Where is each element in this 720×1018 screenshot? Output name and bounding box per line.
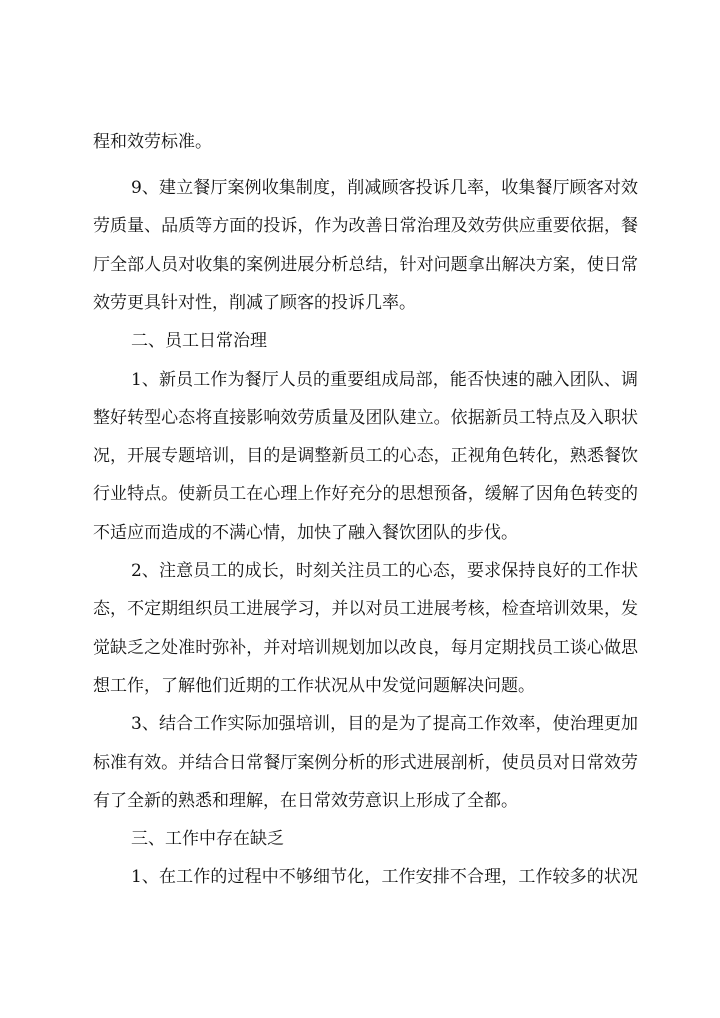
text-line: 不适应而造成的不满心情，加快了融入餐饮团队的步伐。 (93, 523, 518, 543)
text-line: 3、结合工作实际加强培训，目的是为了提高工作效率，使治理更加 (131, 714, 638, 734)
text-line: 整好转型心态将直接影响效劳质量及团队建立。依据新员工特点及入职状 (93, 408, 638, 428)
text-line: 劳质量、品质等方面的投诉，作为改善日常治理及效劳供应重要依据，餐 (93, 216, 638, 236)
text-line: 觉缺乏之处准时弥补，并对培训规划加以改良，每月定期找员工谈心做思 (93, 638, 638, 658)
text-line: 标准有效。并结合日常餐厅案例分析的形式进展剖析，使员员对日常效劳 (93, 753, 638, 773)
section-heading: 二、员工日常治理 (131, 331, 267, 351)
section-heading: 三、工作中存在缺乏 (131, 829, 284, 849)
text-line: 态，不定期组织员工进展学习，并以对员工进展考核，检查培训效果，发 (93, 599, 638, 619)
text-line: 想工作，了解他们近期的工作状况从中发觉问题解决问题。 (93, 676, 535, 696)
text-line: 效劳更具针对性，削减了顾客的投诉几率。 (93, 293, 416, 313)
text-line: 程和效劳标准。 (93, 132, 212, 152)
text-line: 有了全新的熟悉和理解，在日常效劳意识上形成了全都。 (93, 791, 518, 811)
text-line: 1、在工作的过程中不够细节化，工作安排不合理，工作较多的状况 (131, 867, 638, 887)
text-line: 9、建立餐厅案例收集制度，削减顾客投诉几率，收集餐厅顾客对效 (131, 178, 638, 198)
text-line: 厅全部人员对收集的案例进展分析总结，针对问题拿出解决方案，使日常 (93, 255, 638, 275)
text-line: 行业特点。使新员工在心理上作好充分的思想预备，缓解了因角色转变的 (93, 484, 638, 504)
text-line: 况，开展专题培训，目的是调整新员工的心态，正视角色转化，熟悉餐饮 (93, 446, 638, 466)
text-line: 1、新员工作为餐厅人员的重要组成局部，能否快速的融入团队、调 (131, 370, 638, 390)
text-line: 2、注意员工的成长，时刻关注员工的心态，要求保持良好的工作状 (131, 561, 638, 581)
